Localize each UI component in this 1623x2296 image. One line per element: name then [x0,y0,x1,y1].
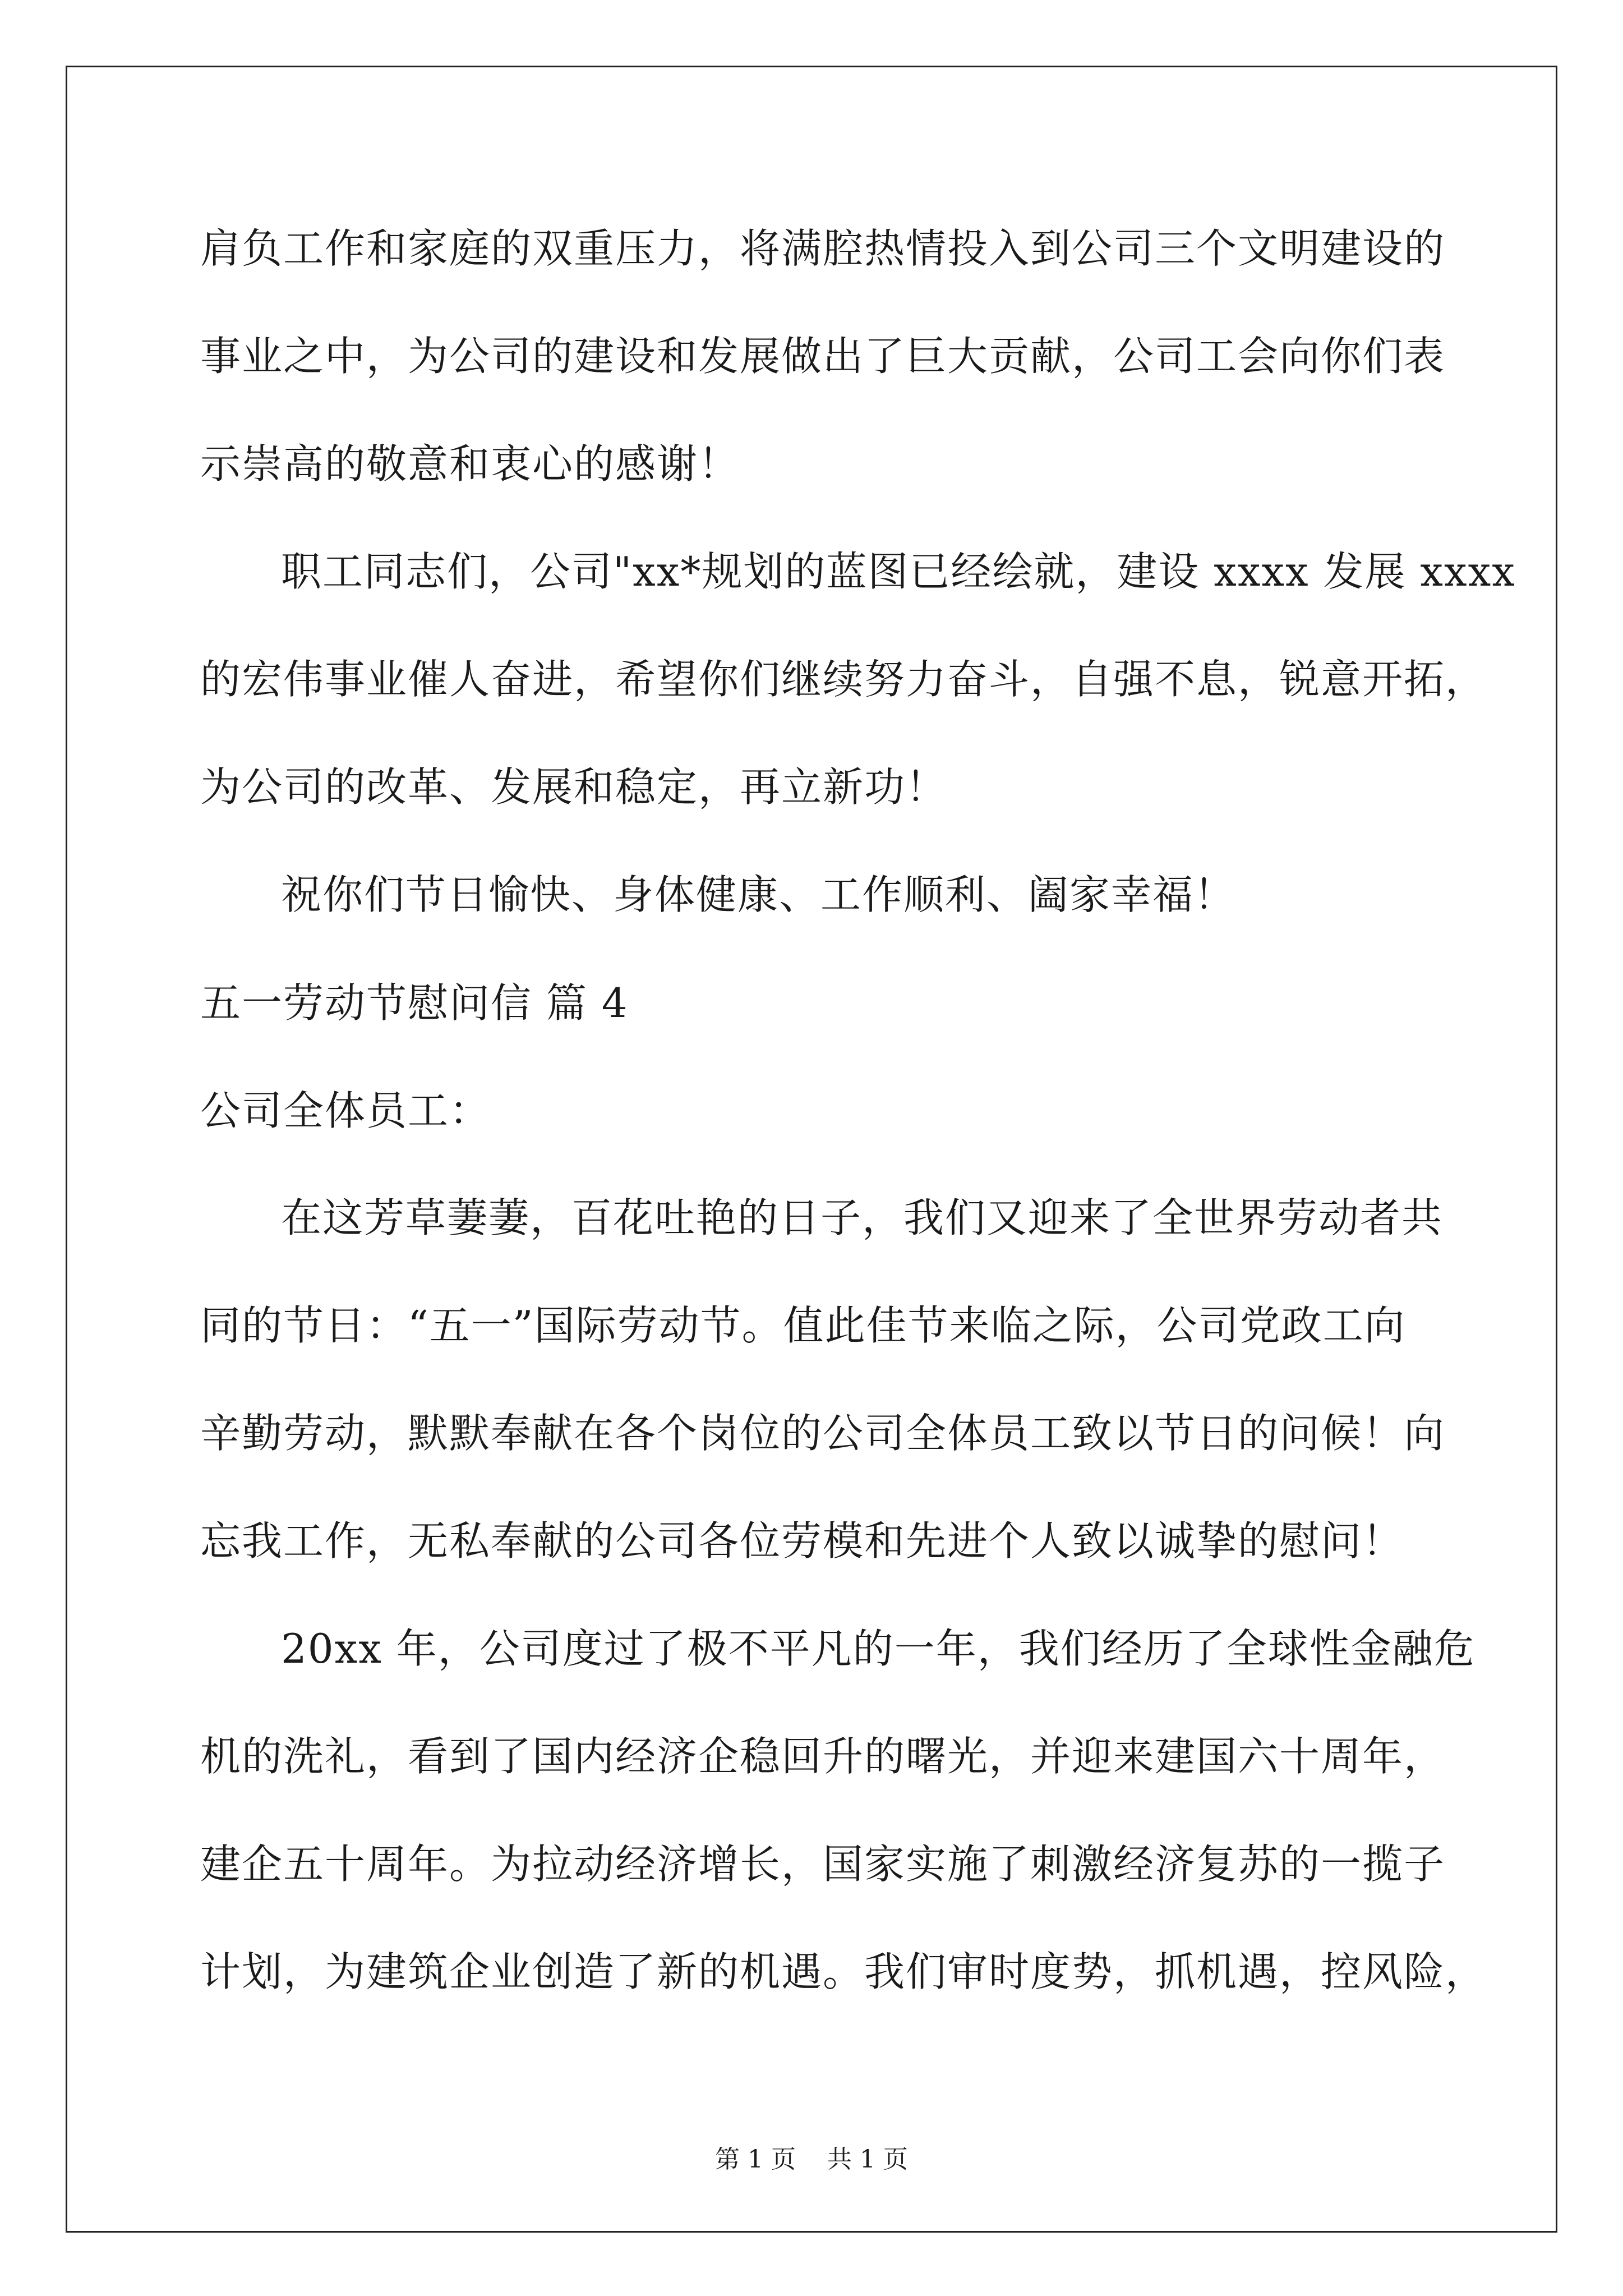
body-line: 在这芳草萋萋，百花吐艳的日子，我们又迎来了全世界劳动者共 [281,1194,1444,1241]
body-line: 祝你们节日愉快、身体健康、工作顺利、阖家幸福！ [281,871,1236,918]
body-line: 忘我工作，无私奉献的公司各位劳模和先进个人致以诚挚的慰问！ [200,1517,1404,1565]
body-line: 职工同志们，公司"xx*规划的蓝图已经绘就，建设 xxxx 发展 xxxx [281,548,1516,595]
body-line: 示崇高的敬意和衷心的感谢！ [200,440,740,487]
body-line: 肩负工作和家庭的双重压力，将满腔热情投入到公司三个文明建设的 [200,225,1446,272]
body-line: 事业之中，为公司的建设和发展做出了巨大贡献，公司工会向你们表 [200,333,1446,380]
page-footer: 第 1 页 共 1 页 [715,2145,908,2174]
body-line: 建企五十周年。为拉动经济增长，国家实施了刺激经济复苏的一揽子 [200,1841,1446,1888]
body-line: 机的洗礼，看到了国内经济企稳回升的曙光，并迎来建国六十周年， [200,1733,1446,1780]
body-line: 计划，为建筑企业创造了新的机遇。我们审时度势，抓机遇，控风险， [200,1948,1487,1995]
body-line: 辛勤劳动，默默奉献在各个岗位的公司全体员工致以节日的问候！向 [200,1410,1446,1457]
body-line: 同的节日：“五一”国际劳动节。值此佳节来临之际，公司党政工向 [200,1302,1406,1349]
page-border [66,66,1557,2233]
section-heading: 五一劳动节慰问信 篇 4 [200,979,629,1027]
body-line: 20xx 年，公司度过了极不平凡的一年，我们经历了全球性金融危 [281,1625,1476,1672]
salutation: 公司全体员工： [200,1087,491,1134]
body-line: 的宏伟事业催人奋进，希望你们继续努力奋斗，自强不息，锐意开拓， [200,656,1487,703]
body-line: 为公司的改革、发展和稳定，再立新功！ [200,763,948,811]
